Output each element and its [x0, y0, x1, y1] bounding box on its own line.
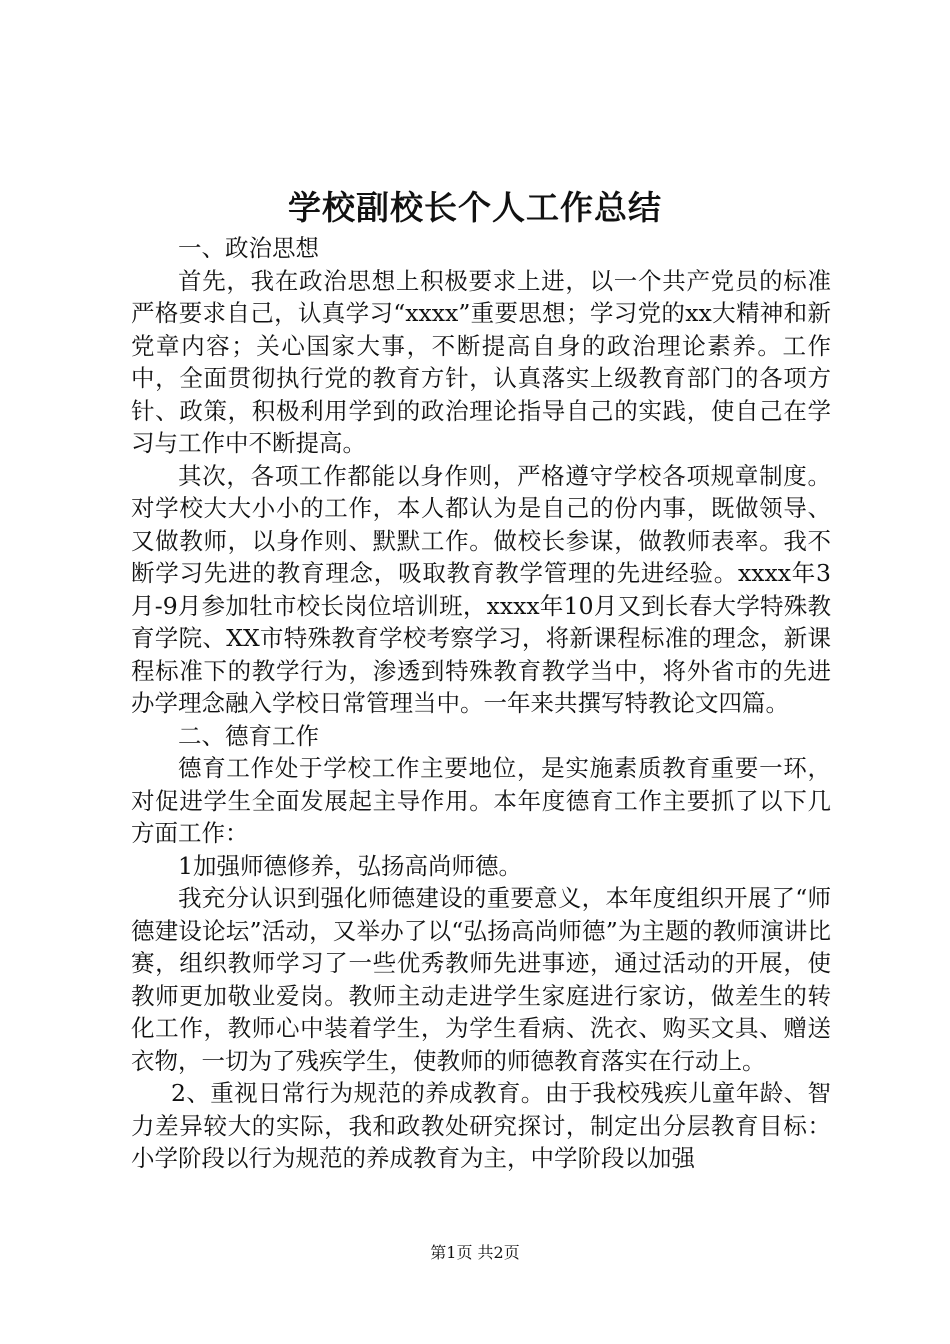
paragraph: 其次，各项工作都能以身作则，严格遵守学校各项规章制度。对学校大大小小的工作，本人都认为是自己的份内事，既做领导、又做教师，以身作则、默默工作。做校长参谋，做教师表率。我不断学习先进的教育理念，吸取教育教学管理的先进经验。xxxx年3月-9月参加牡市校长岗位培训班，xxxx年10月又到长春大学特殊教育学院、XX市特殊教育学校考察学习，将新课程标准的理念，新课程标准下的教学行为，渗透到特殊教育教学当中，将外省市的先进办学理念融入学校日常管理当中。一年来共撰写特教论文四篇。 — [131, 461, 831, 717]
document-body — [131, 232, 831, 1175]
page-footer: 第1页 共2页 — [430, 1243, 520, 1262]
section-heading-moral-education: 二、德育工作 — [178, 721, 319, 750]
section-heading-politics: 一、政治思想 — [178, 234, 319, 262]
paragraph: 我充分认识到强化师德建设的重要意义，本年度组织开展了“师德建设论坛”活动，又举办了以“弘扬高尚师德”为主题的教师演讲比赛，组织教师学习了一些优秀教师先进事迹，通过活动的开展，使教师更加敬业爱岗。教师主动走进学生家庭进行家访，做差生的转化工作，教师心中装着学生，为学生看病、洗衣、购买文具、赠送衣物，一切为了残疾学生，使教师的师德教育落实在行动上。 — [131, 884, 831, 1075]
document-title: 学校副校长个人工作总结 — [288, 188, 662, 227]
paragraph: 德育工作处于学校工作主要地位，是实施素质教育重要一环，对促进学生全面发展起主导作用。本年度德育工作主要抓了以下几方面工作： — [131, 754, 831, 847]
paragraph: 2、重视日常行为规范的养成教育。由于我校残疾儿童年龄、智力差异较大的实际，我和政教处研究探讨，制定出分层教育目标：小学阶段以行为规范的养成教育为主，中学阶段以加强 — [131, 1079, 831, 1172]
subheading-teacher-ethics: 1加强师德修养，弘扬高尚师德。 — [178, 851, 522, 880]
paragraph: 首先，我在政治思想上积极要求上进，以一个共产党员的标准严格要求自己，认真学习“xxxx”重要思想；学习党的xx大精神和新党章内容；关心国家大事，不断提高自身的政治理论素养。工作中，全面贯彻执行党的教育方针，认真落实上级教育部门的各项方针、政策，积极利用学到的政治理论指导自己的实践，使自己在学习与工作中不断提高。 — [131, 266, 831, 457]
